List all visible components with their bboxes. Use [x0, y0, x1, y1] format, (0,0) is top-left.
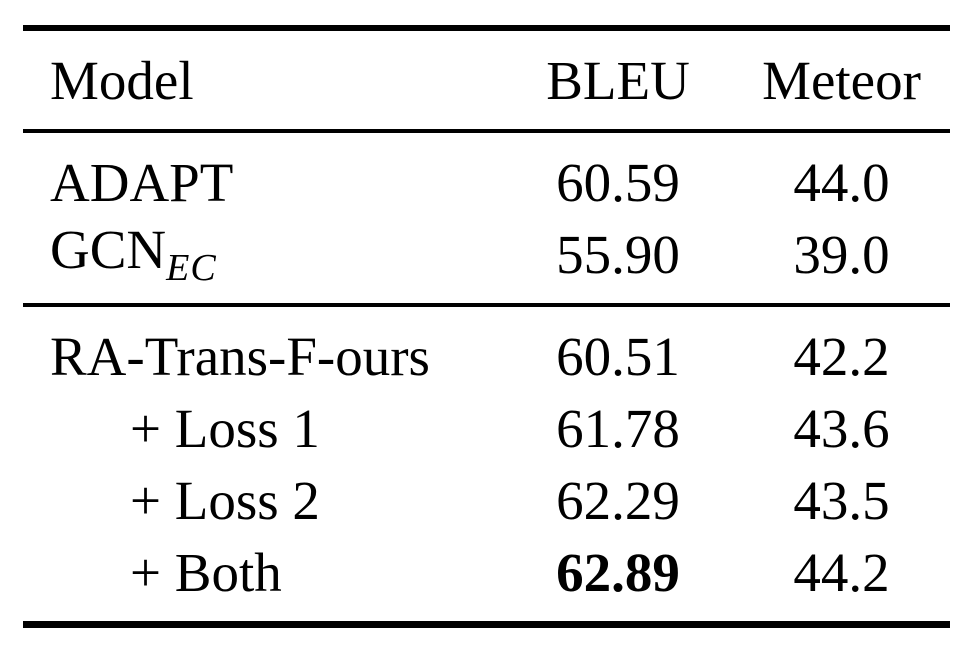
model-name [50, 218, 217, 289]
model-cell [23, 218, 503, 289]
model-name: ADAPT [50, 151, 234, 213]
table-header-section [23, 31, 950, 129]
meteor-cell: 39.0 [793, 223, 890, 285]
header-row [23, 44, 950, 116]
bleu-cell: 62.29 [556, 469, 680, 531]
model-name: RA-Trans-F-ours [50, 325, 430, 387]
table-row [23, 464, 950, 536]
table-bottom-rule [23, 621, 950, 628]
model-cell [23, 469, 503, 531]
bleu-cell: 61.78 [556, 397, 680, 459]
baselines-group [23, 133, 950, 303]
meteor-cell: 43.6 [793, 397, 890, 459]
meteor-cell: 44.0 [793, 151, 890, 213]
bleu-cell: 60.51 [556, 325, 680, 387]
meteor-cell: 42.2 [793, 325, 890, 387]
bleu-cell: 60.59 [556, 151, 680, 213]
model-name: + Loss 2 [130, 469, 320, 531]
model-subscript: EC [166, 246, 217, 289]
meteor-cell: 44.2 [793, 541, 890, 603]
table-row [23, 320, 950, 392]
table-row [23, 146, 950, 218]
bleu-cell: 55.90 [556, 223, 680, 285]
meteor-cell: 43.5 [793, 469, 890, 531]
ours-group [23, 307, 950, 621]
results-table [23, 25, 950, 628]
table-row [23, 218, 950, 290]
bleu-cell-best: 62.89 [556, 541, 680, 603]
table-row [23, 392, 950, 464]
column-header-model: Model [50, 49, 194, 111]
model-name: + Loss 1 [130, 397, 320, 459]
model-cell [23, 151, 503, 213]
model-name-base: GCN [50, 218, 167, 280]
column-header-bleu: BLEU [546, 49, 690, 111]
model-cell [23, 541, 503, 603]
model-cell [23, 325, 503, 387]
model-cell [23, 397, 503, 459]
model-name: + Both [130, 541, 282, 603]
table-row [23, 536, 950, 608]
column-header-meteor: Meteor [762, 49, 921, 111]
